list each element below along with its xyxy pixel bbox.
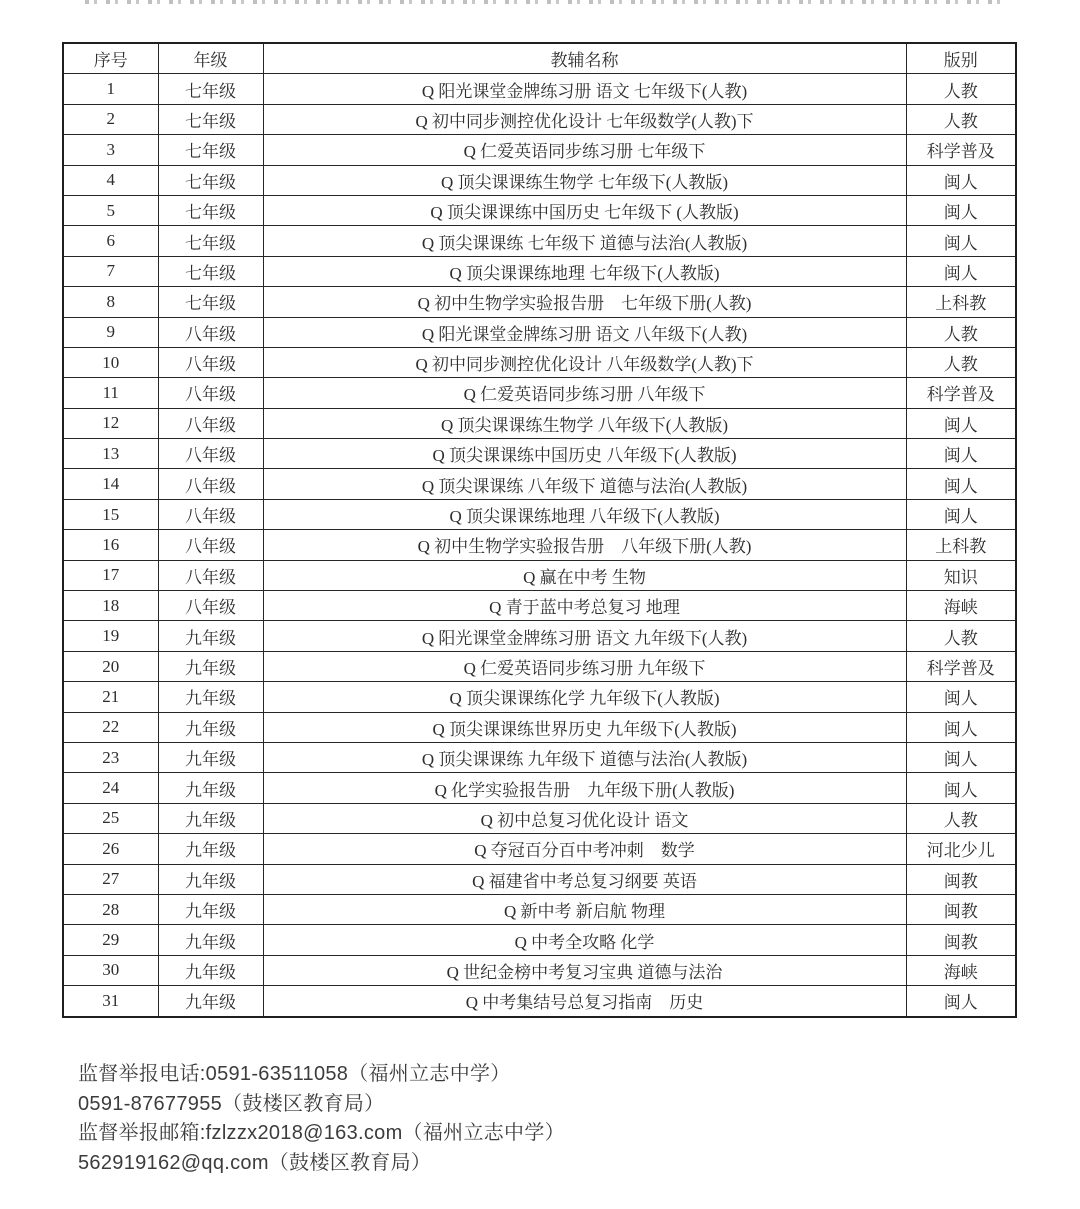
table-row (63, 378, 1016, 408)
cell-no: 11 (63, 378, 158, 408)
cell-publisher: 上科教 (906, 287, 1016, 317)
cell-publisher: 闽人 (906, 195, 1016, 225)
cell-grade: 九年级 (158, 955, 263, 985)
footer-line: 监督举报邮箱:fzlzzx2018@163.com（福州立志中学） (78, 1122, 565, 1144)
column-header-publisher: 版别 (906, 43, 1016, 74)
cell-publisher: 河北少儿 (906, 834, 1016, 864)
cell-no: 7 (63, 256, 158, 286)
cell-grade: 七年级 (158, 226, 263, 256)
table-row (63, 408, 1016, 438)
cell-title: Q 顶尖课课练世界历史 九年级下(人教版) (263, 712, 906, 742)
textbook-table (62, 42, 1017, 1018)
footer-line: 562919162@qq.com（鼓楼区教育局） (78, 1151, 432, 1174)
column-header-grade: 年级 (158, 43, 263, 74)
cell-no: 19 (63, 621, 158, 651)
table-row (63, 560, 1016, 590)
cell-title: Q 顶尖课课练生物学 七年级下(人教版) (263, 165, 906, 195)
cell-title: Q 初中同步测控优化设计 八年级数学(人教)下 (263, 347, 906, 377)
cell-grade: 九年级 (158, 864, 263, 894)
cell-no: 14 (63, 469, 158, 499)
cell-title: Q 顶尖课课练 九年级下 道德与法治(人教版) (263, 742, 906, 772)
cell-no: 29 (63, 925, 158, 955)
table-row (63, 226, 1016, 256)
table-row (63, 773, 1016, 803)
cell-title: Q 赢在中考 生物 (263, 560, 906, 590)
cell-no: 6 (63, 226, 158, 256)
cell-no: 25 (63, 803, 158, 833)
table-row (63, 256, 1016, 286)
table-row (63, 864, 1016, 894)
cell-publisher: 人教 (906, 621, 1016, 651)
cell-no: 10 (63, 347, 158, 377)
supervision-footer (78, 1060, 565, 1178)
table-row (63, 165, 1016, 195)
cell-no: 22 (63, 712, 158, 742)
cell-no: 17 (63, 560, 158, 590)
table-row (63, 347, 1016, 377)
cell-title: Q 阳光课堂金牌练习册 语文 七年级下(人教) (263, 74, 906, 104)
cell-no: 16 (63, 530, 158, 560)
cell-title: Q 仁爱英语同步练习册 七年级下 (263, 135, 906, 165)
cell-title: Q 福建省中考总复习纲要 英语 (263, 864, 906, 894)
cell-no: 26 (63, 834, 158, 864)
cell-grade: 八年级 (158, 560, 263, 590)
cell-no: 15 (63, 499, 158, 529)
cell-title: Q 顶尖课课练化学 九年级下(人教版) (263, 682, 906, 712)
table-body (63, 74, 1016, 1017)
cell-title: Q 世纪金榜中考复习宝典 道德与法治 (263, 955, 906, 985)
table-row (63, 986, 1016, 1017)
cell-no: 31 (63, 986, 158, 1017)
cell-no: 2 (63, 104, 158, 134)
cell-no: 13 (63, 439, 158, 469)
table-row (63, 591, 1016, 621)
cell-no: 24 (63, 773, 158, 803)
cell-title: Q 初中生物学实验报告册 七年级下册(人教) (263, 287, 906, 317)
cell-title: Q 阳光课堂金牌练习册 语文 九年级下(人教) (263, 621, 906, 651)
cell-publisher: 闽人 (906, 256, 1016, 286)
cell-title: Q 顶尖课课练地理 七年级下(人教版) (263, 256, 906, 286)
cell-publisher: 闽人 (906, 682, 1016, 712)
table-row (63, 74, 1016, 104)
cell-grade: 八年级 (158, 439, 263, 469)
table-row (63, 439, 1016, 469)
cell-grade: 七年级 (158, 256, 263, 286)
cell-grade: 九年级 (158, 621, 263, 651)
table-row (63, 621, 1016, 651)
cell-grade: 九年级 (158, 651, 263, 681)
cell-title: Q 化学实验报告册 九年级下册(人教版) (263, 773, 906, 803)
table-row (63, 712, 1016, 742)
cell-publisher: 闽人 (906, 408, 1016, 438)
cell-publisher: 闽人 (906, 439, 1016, 469)
table-row (63, 742, 1016, 772)
cell-grade: 七年级 (158, 195, 263, 225)
cell-title: Q 仁爱英语同步练习册 八年级下 (263, 378, 906, 408)
cell-publisher: 闽教 (906, 925, 1016, 955)
cell-publisher: 闽人 (906, 742, 1016, 772)
cell-grade: 八年级 (158, 408, 263, 438)
cell-grade: 七年级 (158, 104, 263, 134)
cell-grade: 七年级 (158, 74, 263, 104)
cell-no: 3 (63, 135, 158, 165)
footer-line: 0591-87677955（鼓楼区教育局） (78, 1092, 385, 1115)
cell-grade: 八年级 (158, 469, 263, 499)
cell-title: Q 顶尖课课练中国历史 七年级下 (人教版) (263, 195, 906, 225)
cell-publisher: 科学普及 (906, 135, 1016, 165)
cell-title: Q 顶尖课课练生物学 八年级下(人教版) (263, 408, 906, 438)
cell-publisher: 人教 (906, 347, 1016, 377)
cell-title: Q 初中生物学实验报告册 八年级下册(人教) (263, 530, 906, 560)
cell-no: 30 (63, 955, 158, 985)
cell-no: 4 (63, 165, 158, 195)
cell-title: Q 顶尖课课练地理 八年级下(人教版) (263, 499, 906, 529)
cell-publisher: 闽人 (906, 986, 1016, 1017)
cell-title: Q 初中同步测控优化设计 七年级数学(人教)下 (263, 104, 906, 134)
cell-publisher: 闽人 (906, 712, 1016, 742)
cell-publisher: 闽教 (906, 894, 1016, 924)
cell-grade: 八年级 (158, 530, 263, 560)
cell-grade: 九年级 (158, 712, 263, 742)
table-row (63, 195, 1016, 225)
cell-grade: 八年级 (158, 347, 263, 377)
cell-title: Q 顶尖课课练中国历史 八年级下(人教版) (263, 439, 906, 469)
cell-no: 9 (63, 317, 158, 347)
cell-no: 27 (63, 864, 158, 894)
cell-no: 28 (63, 894, 158, 924)
cell-publisher: 闽人 (906, 226, 1016, 256)
cell-no: 23 (63, 742, 158, 772)
cell-title: Q 新中考 新启航 物理 (263, 894, 906, 924)
cell-grade: 八年级 (158, 378, 263, 408)
cell-grade: 九年级 (158, 682, 263, 712)
cell-no: 8 (63, 287, 158, 317)
table-row (63, 530, 1016, 560)
table-row (63, 834, 1016, 864)
cell-grade: 九年级 (158, 986, 263, 1017)
cell-grade: 八年级 (158, 591, 263, 621)
table-row (63, 651, 1016, 681)
cell-publisher: 人教 (906, 104, 1016, 134)
cell-title: Q 顶尖课课练 七年级下 道德与法治(人教版) (263, 226, 906, 256)
cell-grade: 九年级 (158, 834, 263, 864)
table-row (63, 104, 1016, 134)
table-row (63, 287, 1016, 317)
cell-publisher: 上科教 (906, 530, 1016, 560)
cell-grade: 九年级 (158, 773, 263, 803)
table-row (63, 803, 1016, 833)
cell-grade: 七年级 (158, 287, 263, 317)
column-header-no: 序号 (63, 43, 158, 74)
cell-no: 1 (63, 74, 158, 104)
cell-grade: 九年级 (158, 742, 263, 772)
cell-publisher: 科学普及 (906, 378, 1016, 408)
cell-no: 5 (63, 195, 158, 225)
table-row (63, 955, 1016, 985)
table-row (63, 469, 1016, 499)
cell-title: Q 仁爱英语同步练习册 九年级下 (263, 651, 906, 681)
cell-publisher: 人教 (906, 74, 1016, 104)
cell-no: 18 (63, 591, 158, 621)
cell-title: Q 中考全攻略 化学 (263, 925, 906, 955)
cell-publisher: 闽人 (906, 773, 1016, 803)
cell-grade: 九年级 (158, 803, 263, 833)
cell-title: Q 中考集结号总复习指南 历史 (263, 986, 906, 1017)
cell-grade: 九年级 (158, 894, 263, 924)
table-header (63, 43, 1016, 74)
cell-title: Q 顶尖课课练 八年级下 道德与法治(人教版) (263, 469, 906, 499)
cell-publisher: 海峡 (906, 955, 1016, 985)
cell-no: 20 (63, 651, 158, 681)
cell-title: Q 初中总复习优化设计 语文 (263, 803, 906, 833)
header-row (63, 43, 1016, 74)
cell-publisher: 闽人 (906, 165, 1016, 195)
cell-publisher: 人教 (906, 803, 1016, 833)
cell-no: 12 (63, 408, 158, 438)
table-row (63, 135, 1016, 165)
cell-title: Q 阳光课堂金牌练习册 语文 八年级下(人教) (263, 317, 906, 347)
table-row (63, 894, 1016, 924)
cell-grade: 九年级 (158, 925, 263, 955)
column-header-title: 教辅名称 (263, 43, 906, 74)
cell-publisher: 科学普及 (906, 651, 1016, 681)
table-row (63, 925, 1016, 955)
cell-publisher: 闽人 (906, 469, 1016, 499)
cell-grade: 八年级 (158, 499, 263, 529)
cell-grade: 七年级 (158, 135, 263, 165)
cell-title: Q 夺冠百分百中考冲刺 数学 (263, 834, 906, 864)
cell-publisher: 闽人 (906, 499, 1016, 529)
table-row (63, 317, 1016, 347)
footer-line: 监督举报电话:0591-63511058（福州立志中学） (78, 1063, 511, 1085)
cell-grade: 七年级 (158, 165, 263, 195)
cell-grade: 八年级 (158, 317, 263, 347)
table-row (63, 682, 1016, 712)
cell-no: 21 (63, 682, 158, 712)
cell-publisher: 闽教 (906, 864, 1016, 894)
cell-title: Q 青于蓝中考总复习 地理 (263, 591, 906, 621)
cell-publisher: 海峡 (906, 591, 1016, 621)
cell-publisher: 人教 (906, 317, 1016, 347)
table-row (63, 499, 1016, 529)
cell-publisher: 知识 (906, 560, 1016, 590)
clipped-text-top (85, 0, 1003, 4)
